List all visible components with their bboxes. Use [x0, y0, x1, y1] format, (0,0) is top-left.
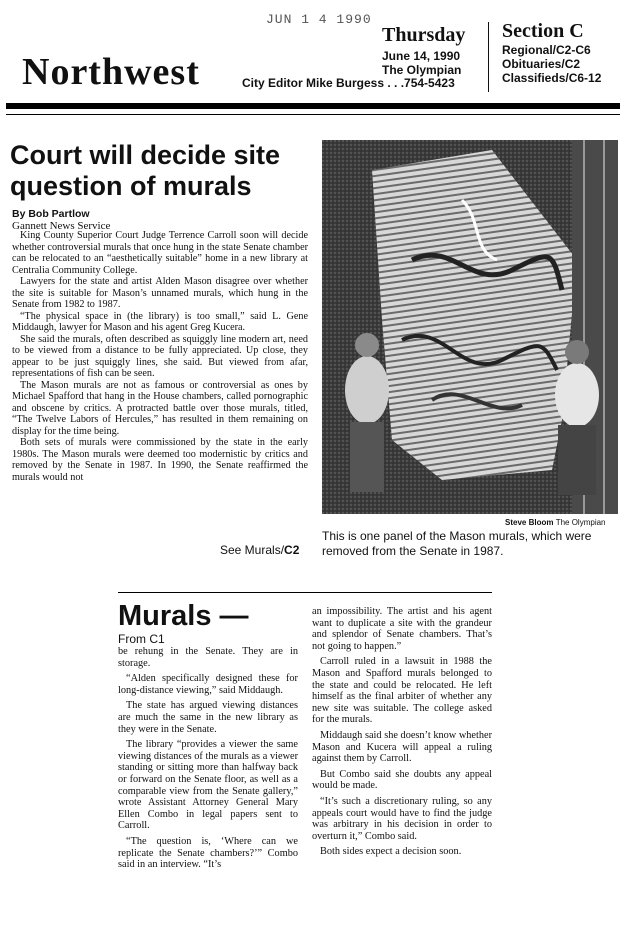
header-date: June 14, 1990 [382, 49, 461, 63]
news-agency: Gannett News Service [12, 220, 111, 232]
article-paragraph: “It’s such a discretionary ruling, so any appeals court would have to find the judge was arbitrary in his decision in order to overturn it,” Combo said. [312, 795, 492, 842]
continuation-from: From C1 [118, 632, 165, 646]
article-paragraph: King County Superior Court Judge Terrence Carroll soon will decide whether controversial murals that once hung in the state Senate chamber can be relocated to an “aesthetically suitable” home in a new library at Centralia Community College. [12, 230, 308, 276]
index-item: Classifieds/C6-12 [502, 71, 602, 85]
mural-photo-image [322, 140, 618, 514]
section-index [502, 20, 601, 85]
date-stamp: JUN 1 4 1990 [266, 12, 372, 27]
article-paragraph: “The physical space in (the library) is too small,” said L. Gene Middaugh, lawyer for Mason and his agent Greg Kucera. [12, 310, 308, 333]
article-paragraph: Both sets of murals were commissioned by the state in the early 1980s. The Mason murals were deemed too modernistic by critics and removed by the Senate in 1987. In 1990, the Senate reaffirmed the murals would not [12, 437, 308, 483]
continuation-headline: Murals — [118, 600, 249, 632]
continuation-rule [118, 592, 492, 593]
article-body [12, 230, 308, 483]
article-paragraph: She said the murals, often described as squiggly line modern art, need to be viewed from a distance to be fully appreciated. Up close, they appear to be just squiggly lines, she said. But viewed from afar, representations of fish can be seen. [12, 333, 308, 379]
article-headline: Court will decide site question of murals [10, 140, 281, 201]
article-paragraph: The library “provides a viewer the same viewing distances of the murals as a viewer standing or sitting more than halfway back or forward on the Senate floor, as well as a comparable view from the Senate gallery,” wrote Assistant Attorney General Mary Ellen Combo in legal papers sent to Carroll. [118, 739, 298, 832]
continuation-column [312, 606, 492, 862]
article-paragraph: “Alden specifically designed these for long-distance viewing,” said Middaugh. [118, 673, 298, 696]
header-rule [6, 103, 620, 109]
article-paragraph: Middaugh said she doesn’t know whether Mason and Kucera will appeal a ruling against them by Carroll. [312, 729, 492, 765]
index-item: Regional/C2-C6 [502, 43, 591, 57]
article-paragraph: Both sides expect a decision soon. [320, 846, 462, 858]
article-paragraph: be rehung in the Senate. They are in storage. [118, 646, 298, 669]
article-paragraph: “The question is, ‘Where can we replicate the Senate chambers?’” Combo said in an interview. “It’s [118, 835, 298, 871]
section-label: Section C [502, 20, 584, 42]
header-paper: The Olympian [382, 63, 462, 77]
article-paragraph: But Combo said she doubts any appeal would be made. [312, 768, 492, 792]
jump-line: See Murals/C2 [220, 543, 300, 557]
article-paragraph: The Mason murals are not as famous or controversial as ones by Michael Spafford that hang in the House chambers, called pornographic and obscene by critics. A protracted battle over those murals, titled, “The Twelve Labors of Hercules,” has resulted in them remaining on display for the time being. [12, 379, 308, 437]
photo-credit: Steve Bloom The Olympian [505, 518, 606, 527]
header-day: Thursday [382, 24, 466, 46]
section-name: Northwest [22, 51, 200, 93]
photo-caption: This is one panel of the Mason murals, which were removed from the Senate in 1987. [322, 529, 592, 558]
article-paragraph: The state has argued viewing distances are much the same in the new library as they were in the Senate. [118, 700, 298, 735]
article-paragraph: Carroll ruled in a lawsuit in 1988 the Mason and Spafford murals belonged to the state and could be relocated. He left himself as the final arbiter of whether any new site was suitable. The college asked for the murals. [312, 656, 492, 726]
article-paragraph: Lawyers for the state and artist Alden Mason disagree over whether the site is suitable for Mason’s unnamed murals, which hung in the Senate from 1982 to 1987. [12, 276, 308, 310]
article-paragraph: an impossibility. The artist and his agent want to duplicate a site with the grandeur and splendor of Senate chambers. That’s not going to happen.” [312, 606, 492, 652]
header-dateline [382, 24, 465, 77]
mural-photo [322, 140, 618, 514]
header-rule-thin [6, 114, 620, 115]
index-item: Obituaries/C2 [502, 57, 581, 71]
continuation-column [118, 646, 298, 875]
byline: By Bob Partlow [12, 208, 90, 220]
header-divider [488, 22, 489, 92]
header-editor: City Editor Mike Burgess . . .754-5423 [242, 76, 455, 90]
